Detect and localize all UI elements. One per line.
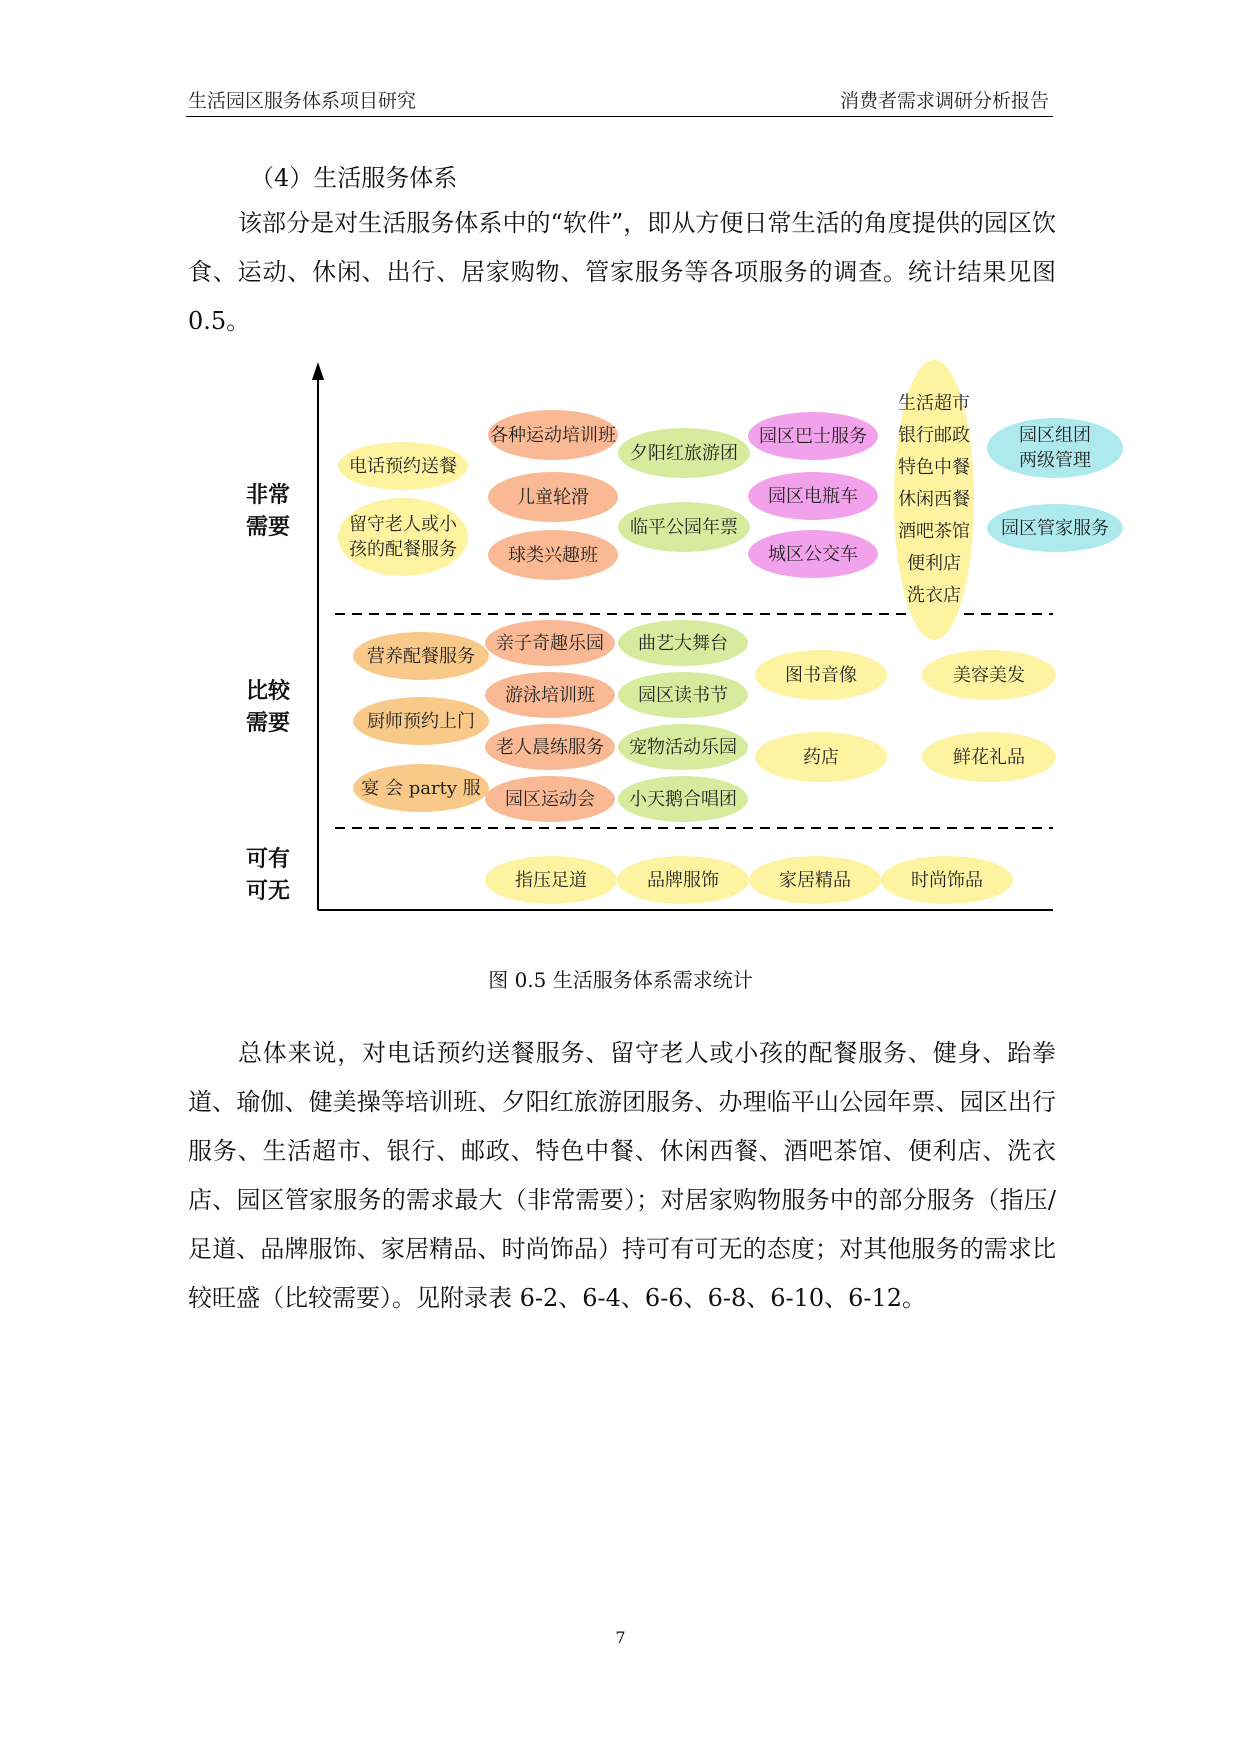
- item-ebike: 园区电瓶车: [748, 472, 878, 520]
- item-two-level-line1: 园区组团: [1019, 425, 1091, 446]
- item-reading-festival: 园区读书节: [618, 672, 748, 718]
- y-label-fairly-needed: [238, 676, 298, 740]
- summary-paragraph: 总体来说，对电话预约送餐服务、留守老人或小孩的配餐服务、健身、跆拳道、瑜伽、健美操等培训班、夕阳红旅游团服务、办理临平山公园年票、园区出行服务、生活超市、银行、邮政、特色中餐、休闲西餐、酒吧茶馆、便利店、洗衣店、园区管家服务的需求最大（非常需要）；对居家购物服务中的部分服务（指压/足道、品牌服饰、家居精品、时尚饰品）持可有可无的态度；对其他服务的需求比较旺盛（比较需要）。见附录表 6-2、6-4、6-6、6-8、6-10、6-12。: [188, 1039, 1056, 1312]
- y-label-very-needed-line1: 非常: [245, 483, 290, 508]
- section-title: （4）生活服务体系: [250, 164, 458, 192]
- figure-caption: 图 0.5 生活服务体系需求统计: [488, 968, 753, 992]
- retail-item-bar-tea: 酒吧茶馆: [898, 521, 970, 542]
- item-ball-club: 球类兴趣班: [488, 530, 618, 580]
- retail-item-supermarket: 生活超市: [898, 393, 970, 414]
- retail-item-chinese-food: 特色中餐: [898, 457, 970, 478]
- item-chef-visit: 厨师预约上门: [353, 697, 489, 745]
- y-label-very-needed: [238, 480, 298, 544]
- retail-item-laundry: 洗衣店: [907, 585, 961, 606]
- item-choir: 小天鹅合唱团: [618, 776, 748, 822]
- item-nutrition-meal: 营养配餐服务: [353, 632, 489, 680]
- item-butler-service: 园区管家服务: [987, 504, 1123, 552]
- item-opera-stage: 曲艺大舞台: [618, 620, 748, 666]
- item-brand-clothing: 品牌服饰: [617, 856, 749, 904]
- item-park-bus: 园区巴士服务: [748, 412, 878, 460]
- item-city-bus: 城区公交车: [748, 530, 878, 578]
- retail-item-convenience: 便利店: [907, 553, 961, 574]
- item-swim-training: 游泳培训班: [485, 672, 615, 718]
- item-morning-exercise: 老人晨练服务: [485, 724, 615, 770]
- item-kids-skating: 儿童轮滑: [488, 472, 618, 522]
- y-label-optional: [238, 844, 298, 908]
- item-elderly-meal-line1: 留守老人或小: [349, 514, 457, 535]
- intro-paragraph: 该部分是对生活服务体系中的“软件”，即从方便日常生活的角度提供的园区饮食、运动、休闲、出行、居家购物、管家服务等各项服务的调查。统计结果见图 0.5。: [188, 209, 1056, 335]
- y-axis-arrow: [312, 362, 324, 380]
- item-books-av: 图书音像: [755, 650, 887, 700]
- item-park-ticket: 临平公园年票: [618, 502, 750, 552]
- y-label-fairly-needed-line1: 比较: [245, 679, 290, 704]
- item-party-service: 宴 会 party 服: [353, 764, 489, 812]
- item-foot-massage: 指压足道: [485, 856, 617, 904]
- item-fashion-accessories: 时尚饰品: [881, 856, 1013, 904]
- retail-item-bank-post: 银行邮政: [898, 425, 970, 446]
- header-left-title: 生活园区服务体系项目研究: [188, 90, 417, 112]
- item-sports-meet: 园区运动会: [485, 776, 615, 822]
- demand-figure: [245, 358, 1109, 918]
- item-two-level-line2: 两级管理: [1019, 450, 1091, 471]
- item-phone-meal: 电话预约送餐: [338, 442, 468, 490]
- y-label-fairly-needed-line2: 需要: [245, 711, 290, 736]
- item-sports-training: 各种运动培训班: [488, 410, 618, 460]
- item-home-goods: 家居精品: [749, 856, 881, 904]
- item-two-level-management: [987, 418, 1123, 478]
- item-elderly-meal: [338, 498, 468, 576]
- y-label-optional-line1: 可有: [245, 847, 290, 872]
- item-pharmacy: 药店: [755, 732, 887, 782]
- item-senior-tour: 夕阳红旅游团: [618, 428, 750, 478]
- header-right-title: 消费者需求调研分析报告: [839, 90, 1049, 112]
- y-label-very-needed-line2: 需要: [245, 515, 290, 540]
- y-label-optional-line2: 可无: [245, 879, 290, 904]
- header-rule: [186, 116, 1053, 117]
- page-number: 7: [615, 1628, 626, 1647]
- item-beauty-salon: 美容美发: [922, 650, 1056, 700]
- item-parent-child-park: 亲子奇趣乐园: [485, 620, 615, 666]
- item-elderly-meal-line2: 孩的配餐服务: [349, 539, 457, 560]
- item-retail-services: [894, 360, 974, 640]
- item-flowers-gifts: 鲜花礼品: [922, 732, 1056, 782]
- item-pet-park: 宠物活动乐园: [618, 724, 748, 770]
- retail-item-western-food: 休闲西餐: [898, 489, 970, 510]
